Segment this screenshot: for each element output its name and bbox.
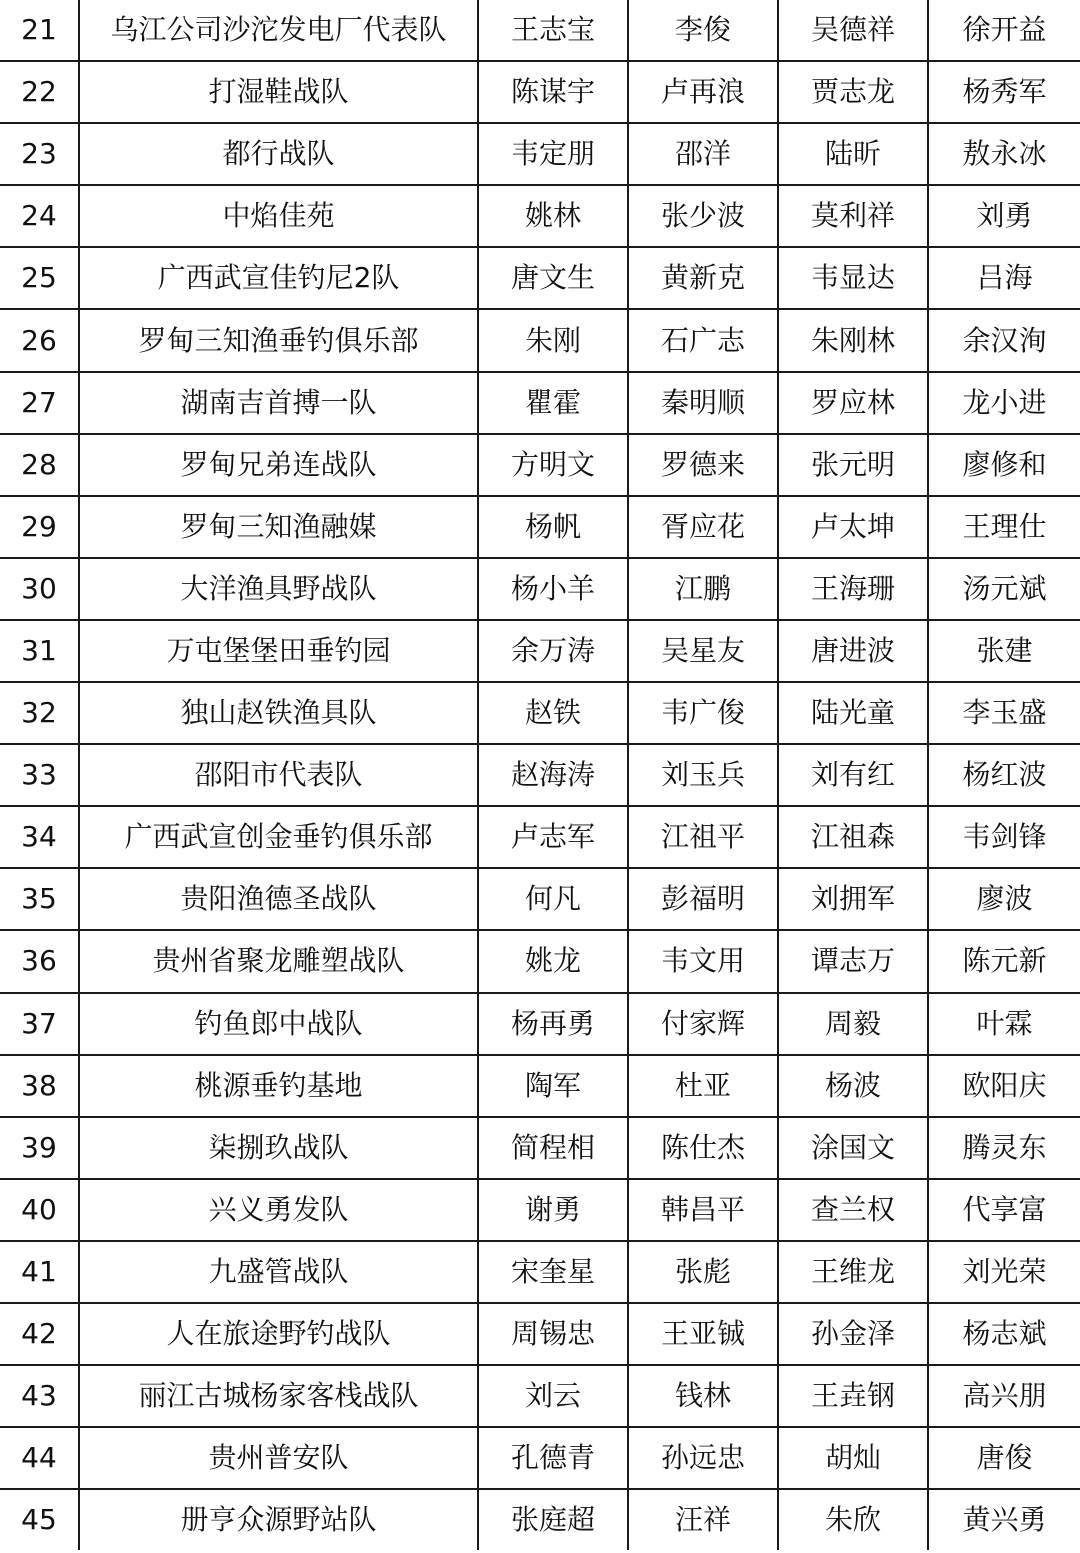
member-name: 宋奎星: [478, 1241, 628, 1303]
member-name: 周锡忠: [478, 1303, 628, 1365]
row-number: 44: [0, 1427, 79, 1489]
member-name: 朱刚: [478, 309, 628, 371]
member-name: 朱刚林: [778, 309, 928, 371]
member-name: 江祖平: [628, 806, 778, 868]
member-name: 谭志万: [778, 930, 928, 992]
member-name: 何凡: [478, 868, 628, 930]
row-number: 33: [0, 744, 79, 806]
member-name: 江鹏: [628, 558, 778, 620]
member-name: 杨小羊: [478, 558, 628, 620]
member-name: 杨波: [778, 1055, 928, 1117]
member-name: 刘光荣: [928, 1241, 1080, 1303]
member-name: 叶霖: [928, 993, 1080, 1055]
table-row: [0, 185, 1080, 247]
row-number: 32: [0, 682, 79, 744]
member-name: 欧阳庆: [928, 1055, 1080, 1117]
member-name: 涂国文: [778, 1117, 928, 1179]
team-name: 独山赵铁渔具队: [79, 682, 478, 744]
member-name: 韦剑锋: [928, 806, 1080, 868]
member-name: 孙远忠: [628, 1427, 778, 1489]
member-name: 卢志军: [478, 806, 628, 868]
member-name: 刘勇: [928, 185, 1080, 247]
member-name: 罗应林: [778, 372, 928, 434]
team-name: 乌江公司沙沱发电厂代表队: [79, 0, 478, 61]
row-number: 24: [0, 185, 79, 247]
table-row: [0, 993, 1080, 1055]
member-name: 陈谋宇: [478, 61, 628, 123]
member-name: 汤元斌: [928, 558, 1080, 620]
table-row: [0, 682, 1080, 744]
member-name: 王海珊: [778, 558, 928, 620]
member-name: 罗德来: [628, 434, 778, 496]
member-name: 陈元新: [928, 930, 1080, 992]
row-number: 39: [0, 1117, 79, 1179]
member-name: 唐俊: [928, 1427, 1080, 1489]
row-number: 21: [0, 0, 79, 61]
member-name: 杨志斌: [928, 1303, 1080, 1365]
row-number: 31: [0, 620, 79, 682]
member-name: 卢太坤: [778, 496, 928, 558]
row-number: 27: [0, 372, 79, 434]
member-name: 杨秀军: [928, 61, 1080, 123]
team-name: 九盛管战队: [79, 1241, 478, 1303]
team-name: 钓鱼郎中战队: [79, 993, 478, 1055]
member-name: 唐文生: [478, 247, 628, 309]
member-name: 李玉盛: [928, 682, 1080, 744]
member-name: 陈仕杰: [628, 1117, 778, 1179]
row-number: 30: [0, 558, 79, 620]
member-name: 瞿霍: [478, 372, 628, 434]
row-number: 38: [0, 1055, 79, 1117]
member-name: 韦文用: [628, 930, 778, 992]
member-name: 韦显达: [778, 247, 928, 309]
table-row: [0, 1427, 1080, 1489]
member-name: 敖永冰: [928, 123, 1080, 185]
row-number: 23: [0, 123, 79, 185]
member-name: 谢勇: [478, 1179, 628, 1241]
member-name: 张彪: [628, 1241, 778, 1303]
member-name: 唐进波: [778, 620, 928, 682]
member-name: 杨帆: [478, 496, 628, 558]
table-row: [0, 1241, 1080, 1303]
member-name: 杨再勇: [478, 993, 628, 1055]
member-name: 陶军: [478, 1055, 628, 1117]
member-name: 刘云: [478, 1365, 628, 1427]
member-name: 秦明顺: [628, 372, 778, 434]
table-row: [0, 1365, 1080, 1427]
team-name: 册亨众源野站队: [79, 1489, 478, 1550]
member-name: 杜亚: [628, 1055, 778, 1117]
row-number: 40: [0, 1179, 79, 1241]
table-row: [0, 372, 1080, 434]
member-name: 简程相: [478, 1117, 628, 1179]
member-name: 陆光童: [778, 682, 928, 744]
team-name: 广西武宣佳钓尼2队: [79, 247, 478, 309]
table-row: [0, 247, 1080, 309]
member-name: 王理仕: [928, 496, 1080, 558]
team-name: 人在旅途野钓战队: [79, 1303, 478, 1365]
row-number: 42: [0, 1303, 79, 1365]
row-number: 28: [0, 434, 79, 496]
row-number: 22: [0, 61, 79, 123]
row-number: 35: [0, 868, 79, 930]
row-number: 37: [0, 993, 79, 1055]
team-name: 桃源垂钓基地: [79, 1055, 478, 1117]
team-name: 打湿鞋战队: [79, 61, 478, 123]
member-name: 付家辉: [628, 993, 778, 1055]
table-row: [0, 558, 1080, 620]
table-row: [0, 123, 1080, 185]
table-row: [0, 868, 1080, 930]
team-name: 罗甸三知渔垂钓俱乐部: [79, 309, 478, 371]
member-name: 朱欣: [778, 1489, 928, 1550]
member-name: 查兰权: [778, 1179, 928, 1241]
member-name: 周毅: [778, 993, 928, 1055]
member-name: 刘拥军: [778, 868, 928, 930]
member-name: 胡灿: [778, 1427, 928, 1489]
member-name: 刘玉兵: [628, 744, 778, 806]
member-name: 王维龙: [778, 1241, 928, 1303]
member-name: 方明文: [478, 434, 628, 496]
team-name: 大洋渔具野战队: [79, 558, 478, 620]
team-name: 兴义勇发队: [79, 1179, 478, 1241]
member-name: 卢再浪: [628, 61, 778, 123]
row-number: 43: [0, 1365, 79, 1427]
table-row: [0, 496, 1080, 558]
row-number: 41: [0, 1241, 79, 1303]
member-name: 王垚钢: [778, 1365, 928, 1427]
table-row: [0, 1055, 1080, 1117]
member-name: 高兴朋: [928, 1365, 1080, 1427]
member-name: 张元明: [778, 434, 928, 496]
member-name: 张庭超: [478, 1489, 628, 1550]
member-name: 黄兴勇: [928, 1489, 1080, 1550]
member-name: 韩昌平: [628, 1179, 778, 1241]
table-row: [0, 309, 1080, 371]
member-name: 孙金泽: [778, 1303, 928, 1365]
table-row: [0, 1303, 1080, 1365]
member-name: 莫利祥: [778, 185, 928, 247]
team-name: 柒捌玖战队: [79, 1117, 478, 1179]
member-name: 邵洋: [628, 123, 778, 185]
member-name: 胥应花: [628, 496, 778, 558]
member-name: 李俊: [628, 0, 778, 61]
team-name: 邵阳市代表队: [79, 744, 478, 806]
team-name: 丽江古城杨家客栈战队: [79, 1365, 478, 1427]
team-name: 贵阳渔德圣战队: [79, 868, 478, 930]
member-name: 赵海涛: [478, 744, 628, 806]
team-name: 湖南吉首搏一队: [79, 372, 478, 434]
table-row: [0, 0, 1080, 61]
row-number: 45: [0, 1489, 79, 1550]
member-name: 姚龙: [478, 930, 628, 992]
row-number: 34: [0, 806, 79, 868]
team-name: 罗甸兄弟连战队: [79, 434, 478, 496]
member-name: 张建: [928, 620, 1080, 682]
member-name: 韦广俊: [628, 682, 778, 744]
member-name: 石广志: [628, 309, 778, 371]
member-name: 汪祥: [628, 1489, 778, 1550]
table-row: [0, 1117, 1080, 1179]
member-name: 王志宝: [478, 0, 628, 61]
member-name: 姚林: [478, 185, 628, 247]
member-name: 黄新克: [628, 247, 778, 309]
member-name: 吴星友: [628, 620, 778, 682]
member-name: 彭福明: [628, 868, 778, 930]
member-name: 赵铁: [478, 682, 628, 744]
team-name: 广西武宣创金垂钓俱乐部: [79, 806, 478, 868]
table-row: [0, 930, 1080, 992]
row-number: 29: [0, 496, 79, 558]
member-name: 韦定朋: [478, 123, 628, 185]
member-name: 杨红波: [928, 744, 1080, 806]
team-name: 都行战队: [79, 123, 478, 185]
member-name: 张少波: [628, 185, 778, 247]
member-name: 钱林: [628, 1365, 778, 1427]
member-name: 龙小进: [928, 372, 1080, 434]
member-name: 廖波: [928, 868, 1080, 930]
team-name: 贵州省聚龙雕塑战队: [79, 930, 478, 992]
member-name: 吴德祥: [778, 0, 928, 61]
team-name: 万屯堡堡田垂钓园: [79, 620, 478, 682]
member-name: 代享富: [928, 1179, 1080, 1241]
member-name: 廖修和: [928, 434, 1080, 496]
member-name: 陆昕: [778, 123, 928, 185]
member-name: 腾灵东: [928, 1117, 1080, 1179]
team-name: 罗甸三知渔融媒: [79, 496, 478, 558]
row-number: 36: [0, 930, 79, 992]
table-row: [0, 1179, 1080, 1241]
team-name: 贵州普安队: [79, 1427, 478, 1489]
member-name: 余汉洵: [928, 309, 1080, 371]
table-row: [0, 1489, 1080, 1550]
member-name: 余万涛: [478, 620, 628, 682]
member-name: 王亚铖: [628, 1303, 778, 1365]
row-number: 25: [0, 247, 79, 309]
table-row: [0, 806, 1080, 868]
table-row: [0, 61, 1080, 123]
member-name: 吕海: [928, 247, 1080, 309]
table-row: [0, 744, 1080, 806]
row-number: 26: [0, 309, 79, 371]
table-row: [0, 434, 1080, 496]
member-name: 刘有红: [778, 744, 928, 806]
member-name: 江祖森: [778, 806, 928, 868]
member-name: 徐开益: [928, 0, 1080, 61]
member-name: 贾志龙: [778, 61, 928, 123]
team-name: 中焰佳苑: [79, 185, 478, 247]
member-name: 孔德青: [478, 1427, 628, 1489]
table-row: [0, 620, 1080, 682]
